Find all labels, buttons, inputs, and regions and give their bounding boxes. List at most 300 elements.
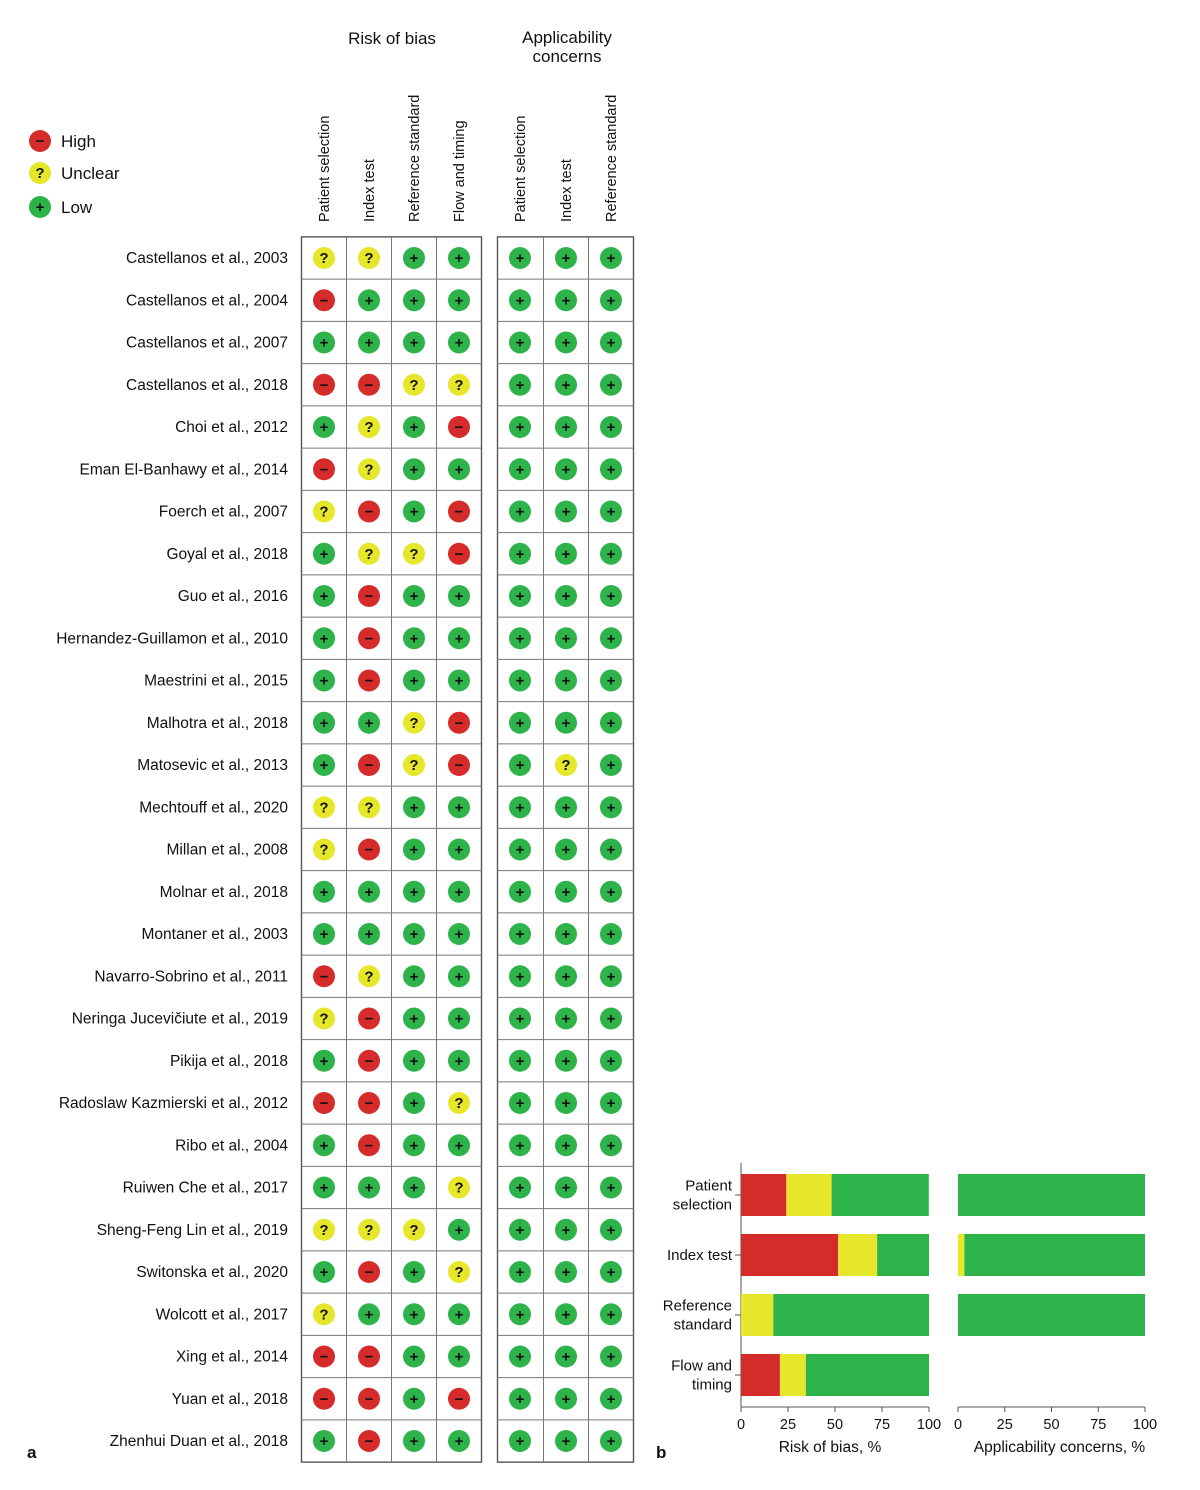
rating-symbol: ?	[364, 799, 374, 817]
header-applicability-line2: concerns	[532, 47, 602, 66]
rating-marker	[555, 289, 577, 311]
legend-item-low	[29, 196, 93, 218]
rating-marker	[600, 289, 622, 311]
rating-symbol: ?	[364, 1221, 374, 1239]
rating-symbol: +	[319, 334, 329, 352]
rating-marker	[358, 1388, 380, 1410]
rating-marker	[555, 1388, 577, 1410]
rating-marker	[509, 754, 531, 776]
rating-symbol: +	[606, 1052, 616, 1070]
rating-symbol: +	[454, 926, 464, 943]
rating-symbol: +	[561, 926, 571, 943]
rating-symbol: +	[606, 1433, 616, 1450]
rating-marker	[403, 712, 425, 734]
rating-marker	[448, 374, 470, 396]
rating-marker	[600, 754, 622, 776]
summary-tick-label: 100	[1132, 1417, 1158, 1433]
rating-marker	[555, 881, 577, 903]
rating-symbol: ?	[454, 1264, 464, 1281]
rating-marker	[313, 1261, 335, 1283]
rating-marker	[448, 881, 470, 903]
rating-marker	[448, 754, 470, 776]
study-label: Ribo et al., 2004	[175, 1137, 288, 1155]
rating-marker	[403, 1219, 425, 1241]
rating-symbol: −	[364, 1010, 374, 1028]
rating-symbol: +	[319, 714, 329, 732]
rating-marker	[509, 627, 531, 649]
study-label: Sheng-Feng Lin et al., 2019	[96, 1221, 288, 1239]
rating-symbol: +	[606, 334, 616, 352]
rating-symbol: −	[319, 292, 329, 310]
rating-symbol: −	[454, 419, 464, 436]
rating-marker	[403, 754, 425, 776]
rating-symbol: +	[319, 1137, 329, 1155]
rating-marker	[448, 1050, 470, 1072]
rating-marker	[509, 289, 531, 311]
rating-symbol: +	[515, 714, 525, 732]
header-applicability-line1: Applicability	[522, 28, 612, 47]
rating-marker	[600, 1346, 622, 1368]
study-label: Malhotra et al., 2018	[146, 714, 288, 732]
rating-symbol: +	[561, 672, 571, 690]
rating-symbol: ?	[454, 376, 464, 394]
rating-symbol: −	[364, 757, 374, 774]
rating-symbol: +	[561, 1095, 571, 1112]
study-labels	[56, 250, 288, 1450]
summary-bar-app-low	[964, 1234, 1145, 1276]
rating-marker	[448, 1346, 470, 1368]
rating-symbol: +	[515, 672, 525, 690]
rating-symbol: +	[606, 799, 616, 817]
rating-marker	[358, 712, 380, 734]
rating-symbol: +	[409, 1137, 419, 1155]
rating-marker	[448, 1008, 470, 1030]
rating-marker	[358, 1092, 380, 1114]
rating-symbol: −	[319, 968, 329, 986]
rating-symbol: +	[364, 926, 374, 943]
rating-symbol: ?	[319, 1306, 329, 1324]
rating-marker	[448, 670, 470, 692]
study-label: Montaner et al., 2003	[141, 926, 288, 943]
study-label: Wolcott et al., 2017	[155, 1306, 288, 1324]
rating-marker	[403, 1346, 425, 1368]
rating-symbol: +	[319, 757, 329, 774]
rating-marker	[358, 1134, 380, 1156]
rating-symbol: +	[606, 1010, 616, 1028]
rating-symbol: +	[606, 1306, 616, 1324]
rating-symbol: −	[454, 1390, 464, 1408]
study-label: Castellanos et al., 2018	[126, 376, 288, 394]
legend-label-unclear: Unclear	[61, 164, 120, 183]
rating-symbol: ?	[409, 714, 419, 732]
rating-symbol: +	[409, 968, 419, 986]
rating-symbol: +	[561, 1264, 571, 1281]
rating-symbol: +	[454, 630, 464, 648]
summary-category-label: selection	[672, 1196, 732, 1214]
rating-symbol: +	[409, 503, 419, 521]
rating-symbol: +	[606, 461, 616, 479]
rating-marker	[313, 754, 335, 776]
rating-symbol: +	[454, 334, 464, 352]
rating-symbol: +	[454, 1433, 464, 1450]
rating-symbol: −	[364, 1052, 374, 1070]
rating-symbol: −	[454, 545, 464, 563]
rating-marker	[555, 416, 577, 438]
rating-marker	[403, 881, 425, 903]
rating-symbol: +	[515, 968, 525, 986]
rating-symbol: +	[561, 968, 571, 986]
rating-marker	[448, 796, 470, 818]
rating-marker	[509, 1050, 531, 1072]
rating-marker	[313, 247, 335, 269]
rating-symbol: +	[454, 672, 464, 690]
rating-marker	[448, 627, 470, 649]
rating-marker	[509, 501, 531, 523]
rating-marker	[448, 1177, 470, 1199]
rating-marker	[358, 585, 380, 607]
rating-symbol: −	[319, 461, 329, 479]
rating-marker	[555, 1346, 577, 1368]
legend-symbol-low: +	[35, 199, 45, 216]
rating-marker	[448, 1092, 470, 1114]
rating-marker	[358, 1050, 380, 1072]
summary-bar-app-low	[958, 1294, 1145, 1336]
rating-symbol: −	[364, 841, 374, 859]
rating-symbol: −	[319, 376, 329, 394]
study-label: Castellanos et al., 2007	[126, 334, 288, 352]
rating-symbol: +	[606, 714, 616, 732]
summary-bar-rob-low	[877, 1234, 929, 1276]
rating-marker	[358, 754, 380, 776]
rating-marker	[509, 1134, 531, 1156]
column-label-1: Patient selection	[317, 115, 333, 222]
rating-marker	[555, 1219, 577, 1241]
study-label: Guo et al., 2016	[177, 588, 288, 605]
rating-symbol: +	[409, 1095, 419, 1112]
summary-tick-label: 0	[736, 1417, 746, 1433]
study-label: Pikija et al., 2018	[169, 1052, 288, 1070]
study-label: Millan et al., 2008	[166, 841, 288, 859]
rating-symbol: +	[515, 1137, 525, 1155]
rating-marker	[448, 1388, 470, 1410]
summary-bar-rob-unclear	[838, 1234, 877, 1276]
rating-marker	[358, 416, 380, 438]
rating-symbol: −	[364, 588, 374, 605]
rating-marker	[448, 585, 470, 607]
rating-marker	[555, 1092, 577, 1114]
rating-symbol: −	[454, 503, 464, 521]
rating-marker	[448, 501, 470, 523]
rating-symbol: +	[454, 461, 464, 479]
rating-marker	[358, 839, 380, 861]
summary-bar-rob-unclear	[780, 1354, 806, 1396]
rating-marker	[313, 1134, 335, 1156]
rating-symbol: +	[319, 1052, 329, 1070]
rating-marker	[555, 754, 577, 776]
rating-marker	[509, 374, 531, 396]
rating-marker	[403, 1261, 425, 1283]
rating-marker	[358, 923, 380, 945]
panel-label-b: b	[656, 1443, 667, 1462]
rating-symbol: −	[364, 1137, 374, 1155]
rating-symbol: ?	[409, 376, 419, 394]
rating-symbol: +	[515, 1221, 525, 1239]
rating-marker	[509, 458, 531, 480]
rating-marker	[358, 1430, 380, 1452]
rating-symbol: −	[364, 1348, 374, 1366]
rating-symbol: +	[409, 799, 419, 817]
rating-marker	[313, 670, 335, 692]
legend-label-low: Low	[61, 198, 93, 217]
rating-symbol: +	[561, 1221, 571, 1239]
rating-marker	[555, 1134, 577, 1156]
column-label-3: Reference standard	[407, 94, 423, 222]
rating-marker	[403, 1177, 425, 1199]
rating-marker	[358, 796, 380, 818]
rating-marker	[600, 712, 622, 734]
rating-marker	[555, 796, 577, 818]
rating-marker	[313, 1050, 335, 1072]
column-labels	[317, 95, 620, 222]
rating-symbol: +	[409, 630, 419, 648]
rating-symbol: +	[515, 545, 525, 563]
rating-marker	[555, 839, 577, 861]
rating-symbol: +	[364, 714, 374, 732]
rating-marker	[509, 1008, 531, 1030]
rating-marker	[555, 501, 577, 523]
rating-symbol: +	[319, 1433, 329, 1450]
rating-symbol: +	[515, 292, 525, 310]
rating-marker	[448, 839, 470, 861]
rating-symbol: +	[561, 1390, 571, 1408]
rating-symbol: +	[409, 1179, 419, 1197]
summary-bar-rob-low	[832, 1174, 929, 1216]
rating-marker	[448, 923, 470, 945]
rating-marker	[555, 923, 577, 945]
rating-symbol: ?	[364, 250, 374, 267]
rating-marker	[509, 965, 531, 987]
rating-marker	[358, 1219, 380, 1241]
rating-marker	[313, 712, 335, 734]
rating-marker	[509, 923, 531, 945]
rating-symbol: +	[454, 292, 464, 310]
summary-category-label: Index test	[666, 1247, 732, 1264]
rating-symbol: ?	[319, 841, 329, 859]
rating-symbol: +	[454, 968, 464, 986]
column-label-4: Flow and timing	[452, 120, 468, 222]
rating-symbol: +	[515, 1433, 525, 1450]
rating-symbol: +	[606, 503, 616, 521]
rating-symbol: +	[606, 376, 616, 394]
summary-category-label: Patient	[685, 1177, 732, 1195]
rating-symbol: +	[515, 250, 525, 267]
rating-symbol: +	[561, 714, 571, 732]
rating-symbol: +	[515, 588, 525, 605]
rating-symbol: −	[364, 1433, 374, 1450]
rating-symbol: +	[606, 250, 616, 267]
rating-symbol: +	[364, 1179, 374, 1197]
study-label: Hernandez-Guillamon et al., 2010	[56, 630, 288, 648]
summary-bar-rob-low	[773, 1294, 929, 1336]
rating-symbol: −	[364, 672, 374, 690]
rating-marker	[600, 670, 622, 692]
rating-marker	[313, 585, 335, 607]
study-label: Xing et al., 2014	[175, 1348, 288, 1366]
column-label-7: Reference standard	[604, 94, 620, 222]
study-label: Switonska et al., 2020	[136, 1264, 288, 1281]
rating-marker	[358, 627, 380, 649]
rating-symbol: +	[515, 1095, 525, 1112]
rating-symbol: +	[561, 1306, 571, 1324]
summary-bar-rob-low	[806, 1354, 929, 1396]
rating-symbol: +	[561, 376, 571, 394]
rating-symbol: +	[515, 883, 525, 901]
rating-symbol: +	[364, 883, 374, 901]
header-risk-of-bias: Risk of bias	[348, 29, 436, 48]
rating-symbol: +	[409, 1306, 419, 1324]
rating-marker	[555, 332, 577, 354]
rating-marker	[358, 1303, 380, 1325]
rating-marker	[555, 965, 577, 987]
rating-marker	[509, 796, 531, 818]
rating-marker	[313, 1303, 335, 1325]
rating-symbol: +	[515, 926, 525, 943]
rating-symbol: +	[606, 1390, 616, 1408]
rating-symbol: +	[515, 841, 525, 859]
rating-symbol: +	[454, 250, 464, 267]
summary-tick-label: 75	[873, 1417, 891, 1433]
rating-marker	[555, 1430, 577, 1452]
summary-category-label: standard	[673, 1316, 732, 1334]
rating-symbol: ?	[319, 1010, 329, 1028]
rating-marker	[403, 543, 425, 565]
rating-symbol: +	[515, 419, 525, 436]
rating-symbol: +	[409, 1390, 419, 1408]
rating-marker	[600, 881, 622, 903]
rating-symbol: +	[409, 292, 419, 310]
rating-marker	[448, 1134, 470, 1156]
rating-marker	[555, 458, 577, 480]
rating-symbol: +	[515, 799, 525, 817]
rating-marker	[448, 458, 470, 480]
rating-symbol: ?	[561, 757, 571, 774]
rating-symbol: +	[515, 376, 525, 394]
rating-symbol: +	[409, 250, 419, 267]
rating-marker	[313, 1346, 335, 1368]
rating-marker	[448, 332, 470, 354]
rating-symbol: +	[561, 1179, 571, 1197]
summary-tick-label: 25	[996, 1417, 1013, 1433]
rating-symbol: +	[409, 1433, 419, 1450]
rating-marker	[600, 1261, 622, 1283]
rating-marker	[448, 965, 470, 987]
rating-marker	[403, 839, 425, 861]
rating-symbol: +	[515, 1010, 525, 1028]
study-label: Castellanos et al., 2003	[126, 250, 288, 267]
rating-symbol: +	[319, 1264, 329, 1281]
summary-axis-title-rob: Risk of bias, %	[778, 1439, 882, 1456]
rating-marker	[600, 1388, 622, 1410]
rating-symbol: +	[561, 292, 571, 310]
rating-symbol: +	[606, 630, 616, 648]
rating-marker	[509, 543, 531, 565]
rating-marker	[358, 670, 380, 692]
rating-marker	[509, 1388, 531, 1410]
rating-symbol: +	[409, 1348, 419, 1366]
rating-marker	[313, 796, 335, 818]
rating-symbol: ?	[319, 250, 329, 267]
rating-symbol: +	[606, 1095, 616, 1112]
study-label: Castellanos et al., 2004	[126, 292, 288, 310]
rating-symbol: +	[454, 1010, 464, 1028]
rating-symbol: +	[606, 757, 616, 774]
rating-marker	[509, 416, 531, 438]
rating-marker	[600, 501, 622, 523]
rating-marker	[448, 247, 470, 269]
rating-marker	[313, 543, 335, 565]
rating-marker	[313, 458, 335, 480]
summary-category-label: Flow and	[671, 1357, 732, 1375]
rating-marker	[448, 543, 470, 565]
summary-bar-app-unclear	[958, 1234, 964, 1276]
rating-marker	[358, 458, 380, 480]
rating-marker	[509, 1219, 531, 1241]
rating-marker	[600, 416, 622, 438]
rating-symbol: +	[409, 588, 419, 605]
rating-marker	[358, 965, 380, 987]
rating-marker	[313, 1092, 335, 1114]
rating-symbol: ?	[409, 545, 419, 563]
rating-marker	[509, 247, 531, 269]
rating-marker	[403, 1008, 425, 1030]
legend-label-high: High	[61, 132, 96, 151]
rating-marker	[555, 1008, 577, 1030]
rating-symbol: +	[561, 419, 571, 436]
rating-symbol: +	[409, 672, 419, 690]
rating-symbol: ?	[319, 1221, 329, 1239]
study-label: Foerch et al., 2007	[158, 503, 288, 521]
study-label: Ruiwen Che et al., 2017	[122, 1179, 288, 1197]
rating-marker	[358, 247, 380, 269]
rating-symbol: +	[454, 1348, 464, 1366]
legend-symbol-high: −	[35, 133, 45, 150]
study-label: Matosevic et al., 2013	[137, 757, 288, 774]
rating-marker	[448, 1303, 470, 1325]
rating-marker	[600, 1177, 622, 1199]
study-label: Goyal et al., 2018	[166, 545, 288, 563]
rating-marker	[555, 1303, 577, 1325]
rating-symbol: +	[319, 419, 329, 436]
rating-symbol: ?	[364, 419, 374, 436]
rating-marker	[600, 585, 622, 607]
rating-marker	[403, 1430, 425, 1452]
rating-symbol: +	[515, 1390, 525, 1408]
rating-marker	[600, 1219, 622, 1241]
rating-symbol: −	[364, 503, 374, 521]
study-label: Molnar et al., 2018	[159, 883, 288, 901]
rating-symbol: +	[409, 841, 419, 859]
rating-symbol: +	[561, 1052, 571, 1070]
rating-symbol: +	[561, 334, 571, 352]
legend-symbol-unclear: ?	[35, 165, 45, 182]
rating-marker	[509, 670, 531, 692]
rating-marker	[313, 501, 335, 523]
rating-symbol: +	[515, 757, 525, 774]
rating-symbol: +	[409, 1264, 419, 1281]
rating-symbol: ?	[319, 503, 329, 521]
rating-marker	[600, 1050, 622, 1072]
rating-marker	[313, 416, 335, 438]
